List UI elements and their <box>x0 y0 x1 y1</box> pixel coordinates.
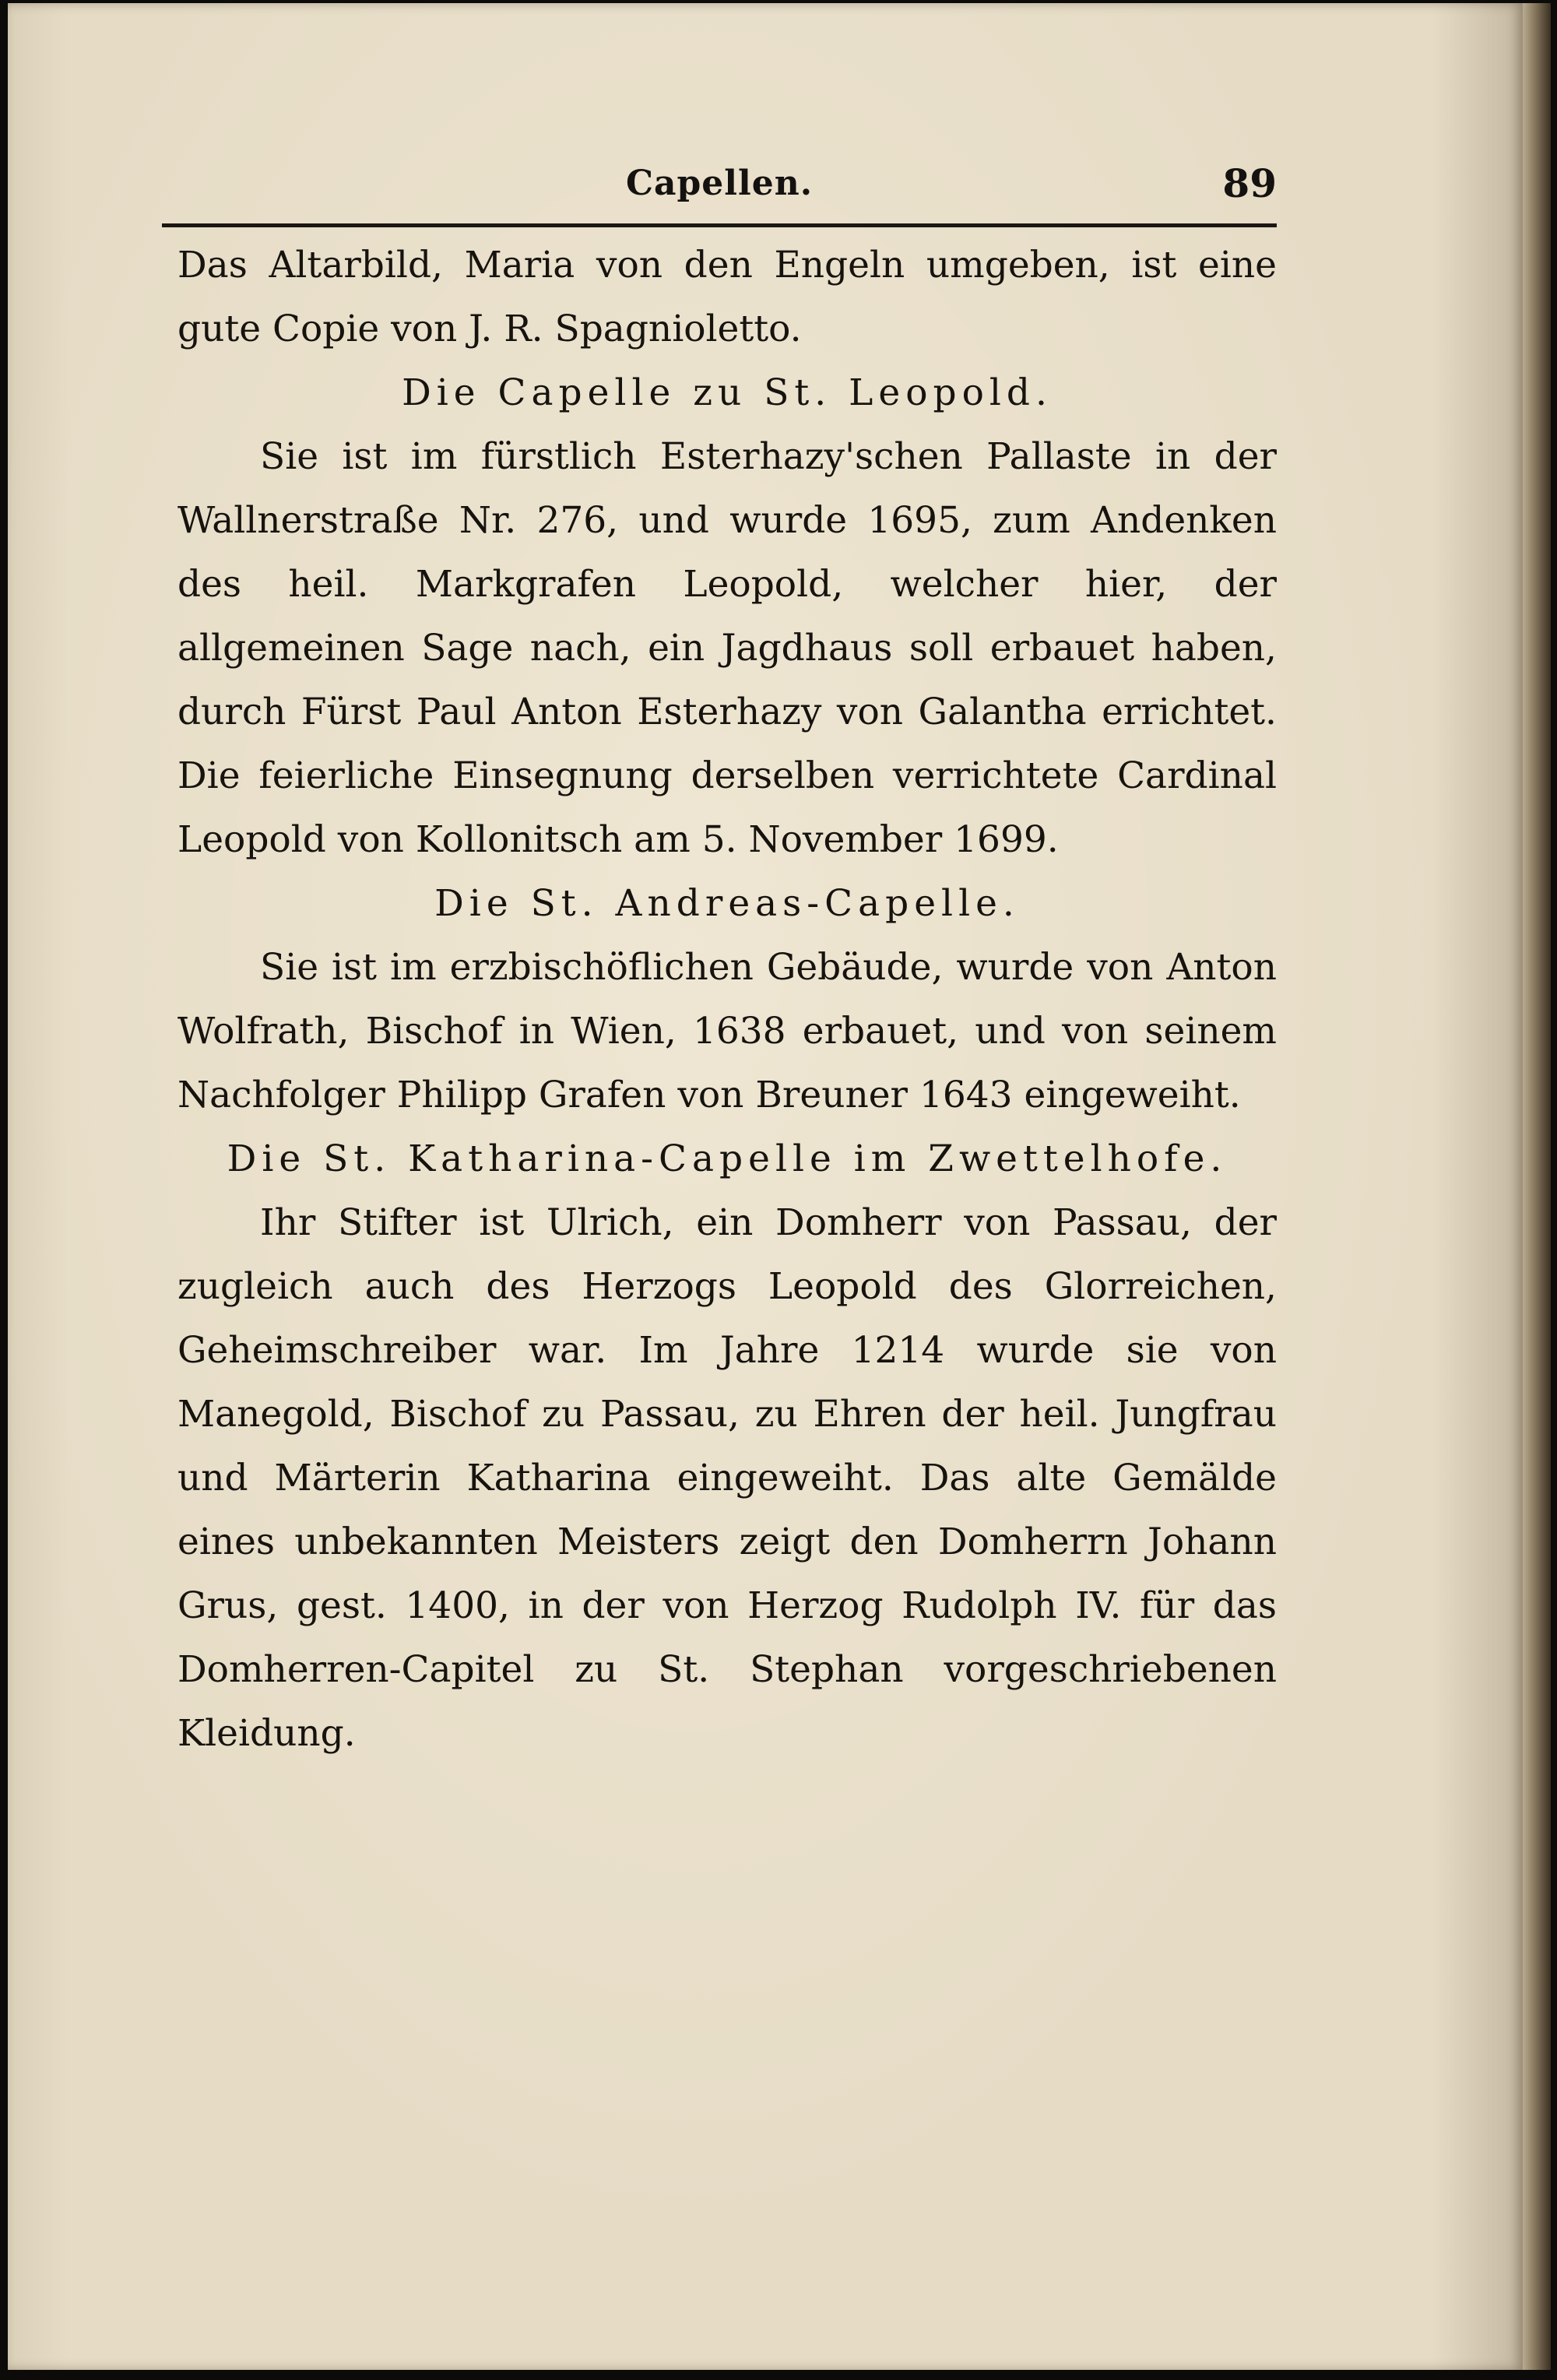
section-heading-st-katharina: Die St. Katharina-Capelle im Zwettelhofe. <box>227 1137 1228 1180</box>
page-edge <box>1523 3 1551 2370</box>
page-header <box>162 156 1277 210</box>
paragraph-st-katharina: Ihr Stifter ist Ulrich, ein Domherr von Passau, der zugleich auch des Herzogs Leopold des Glorreichen, Geheimschreiber war. Im Jahre 1214 wurde sie von Manegold, Bischof zu Passau, zu Ehren der heil. Jungfrau und Märterin Katharina eingeweiht. Das alte Gemälde eines unbekannten Meisters zeigt den Domherrn Johann Grus, gest. 1400, in der von Herzog Rudolph IV. für das Domherren-Capitel zu St. Stephan vorgeschriebenen Kleidung. <box>177 1201 1277 1755</box>
page-number: 89 <box>1222 160 1277 206</box>
section-heading-st-andreas: Die St. Andreas-Capelle. <box>434 882 1020 925</box>
running-head: Capellen. <box>625 163 814 203</box>
section-heading-st-leopold: Die Capelle zu St. Leopold. <box>402 371 1053 414</box>
paragraph-st-leopold: Sie ist im fürstlich Esterhazy'schen Pallaste in der Wallnerstraße Nr. 276, und wurde 1695, zum Andenken des heil. Markgrafen Leopold, welcher hier, der allgemeinen Sage nach, ein Jagdhaus soll erbauet haben, durch Fürst Paul Anton Esterhazy von Galantha errichtet. Die feierliche Einsegnung derselben verrichtete Cardinal Leopold von Kollonitsch am 5. November 1699. <box>177 435 1277 861</box>
paragraph-st-andreas: Sie ist im erzbischöflichen Gebäude, wurde von Anton Wolfrath, Bischof in Wien, 1638 erbauet, und von seinem Nachfolger Philipp Grafen von Breuner 1643 eingeweiht. <box>177 946 1277 1116</box>
header-rule <box>162 223 1277 227</box>
page-body <box>177 234 1277 1766</box>
paragraph-intro: Das Altarbild, Maria von den Engeln umgeben, ist eine gute Copie von J. R. Spagnioletto. <box>177 244 1277 350</box>
